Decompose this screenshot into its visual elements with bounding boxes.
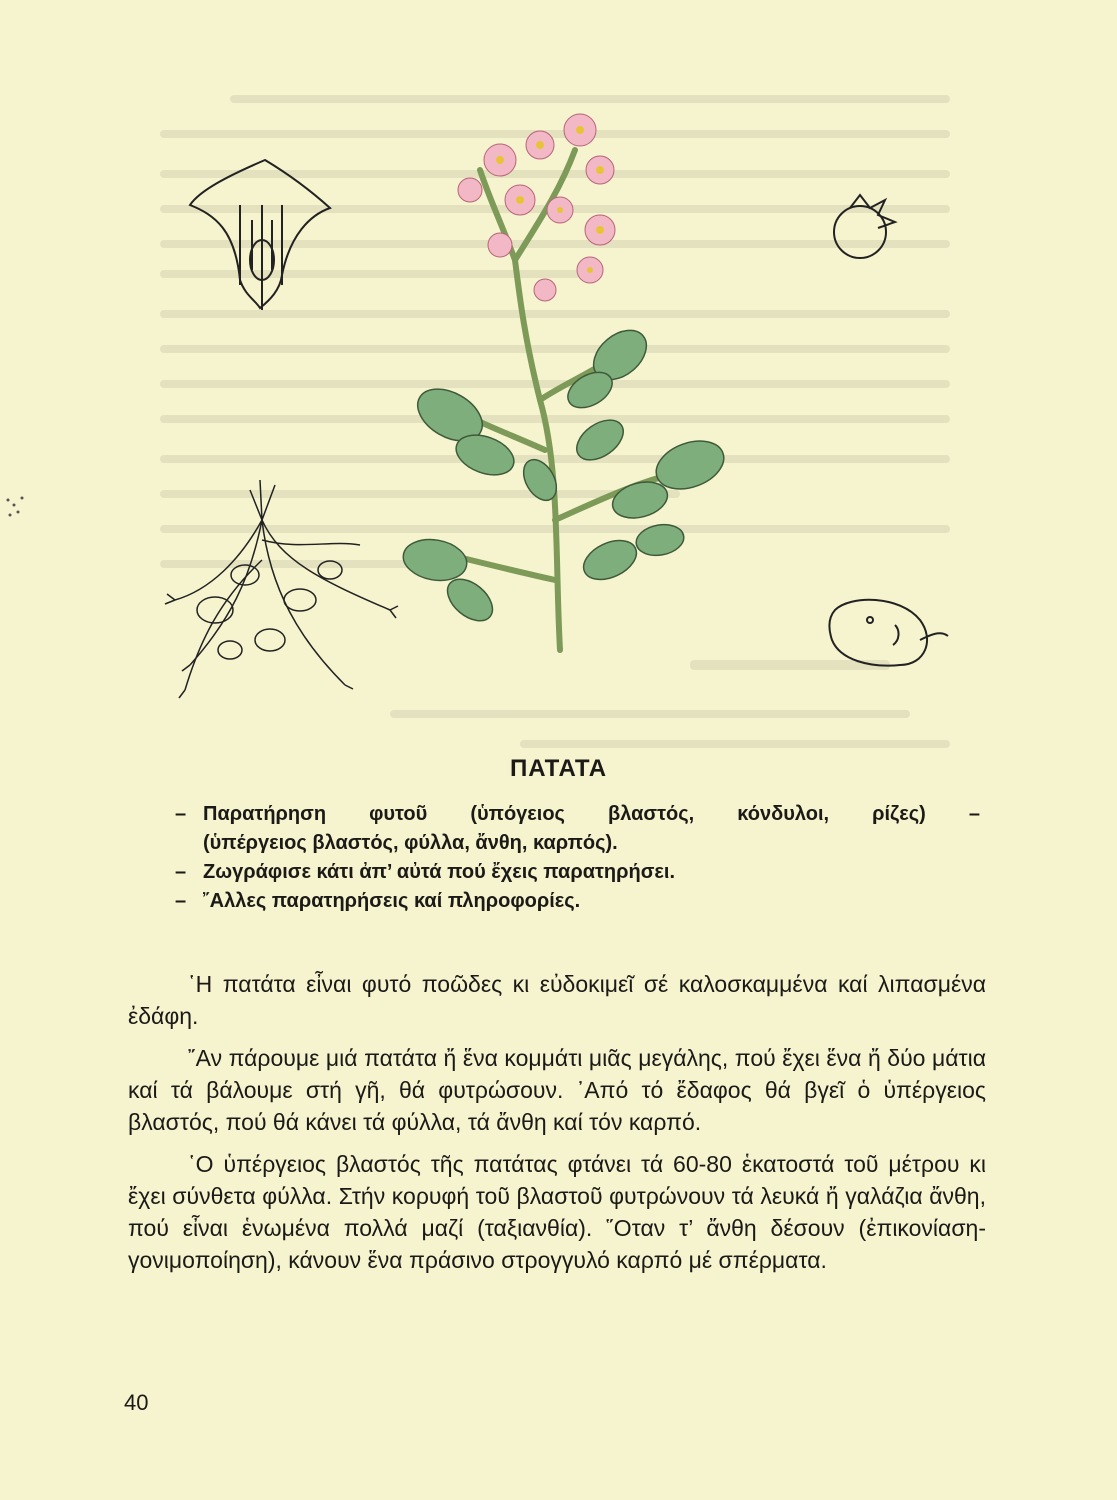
page-title: ΠΑΤΑΤΑ [509, 755, 608, 782]
task-line: Παρατήρηση φυτοῦ (ὑπόγειος βλαστός, κόνδυλοι, ρίζες) – [203, 803, 980, 825]
task-item [175, 858, 980, 887]
potato-tuber-drawing [829, 600, 948, 666]
task-line: ῎Αλλες παρατηρήσεις καί πληροφορίες. [203, 890, 581, 912]
roots-and-tubers-drawing [165, 480, 398, 698]
potato-fruit-drawing [834, 195, 895, 258]
page-number: 40 [124, 1390, 149, 1415]
task-dash: – [175, 803, 187, 825]
plant-leaves [400, 320, 730, 629]
task-line: (ὑπέργειος βλαστός, φύλλα, ἄνθη, καρπός). [203, 832, 618, 854]
paragraph: ῎Αν πάρουμε μιά πατάτα ἤ ἕνα κομμάτι μιᾶς μεγάλης, πού ἔχει ἕνα ἤ δύο μάτια καί τά βάλουμε στή γῆ, θά φυτρώσουν. ᾿Από τό ἔδαφος θά βγεῖ ὁ ὑπέργειος βλαστός, πού θά κάνει τά φύλλα, τά ἄνθη καί τόν καρπό. [128, 1045, 986, 1135]
plant-stem [430, 150, 690, 650]
task-dash: – [175, 861, 187, 883]
task-line: Ζωγράφισε κάτι ἀπ’ αὐτά πού ἔχεις παρατηρήσει. [203, 861, 676, 883]
body-text [128, 968, 986, 1286]
flower-cross-section-drawing [190, 160, 330, 310]
paragraph: ῾Ο ὑπέργειος βλαστός τῆς πατάτας φτάνει τά 60-80 ἑκατοστά τοῦ μέτρου κι ἔχει σύνθετα φύλλα. Στήν κορυφή τοῦ βλαστοῦ φυτρώνουν τά λευκά ἤ γαλάζια ἄνθη, πού εἶναι ἑνωμένα πολλά μαζί (ταξιανθία). ῞Οταν τ’ ἄνθη δέσουν (ἐπικονίαση-γονιμοποίηση), κάνουν ἕνα πράσινο στρογγυλό καρπό μέ σπέρματα. [128, 1151, 986, 1273]
task-dash: – [175, 890, 187, 912]
observation-tasks [175, 800, 980, 916]
task-item [175, 887, 980, 916]
paragraph: ῾Η πατάτα εἶναι φυτό ποῶδες κι εὐδοκιμεῖ σέ καλοσκαμμένα καί λιπασμένα ἐδάφη. [128, 971, 986, 1029]
task-item [175, 800, 980, 858]
registration-marks [7, 497, 24, 517]
